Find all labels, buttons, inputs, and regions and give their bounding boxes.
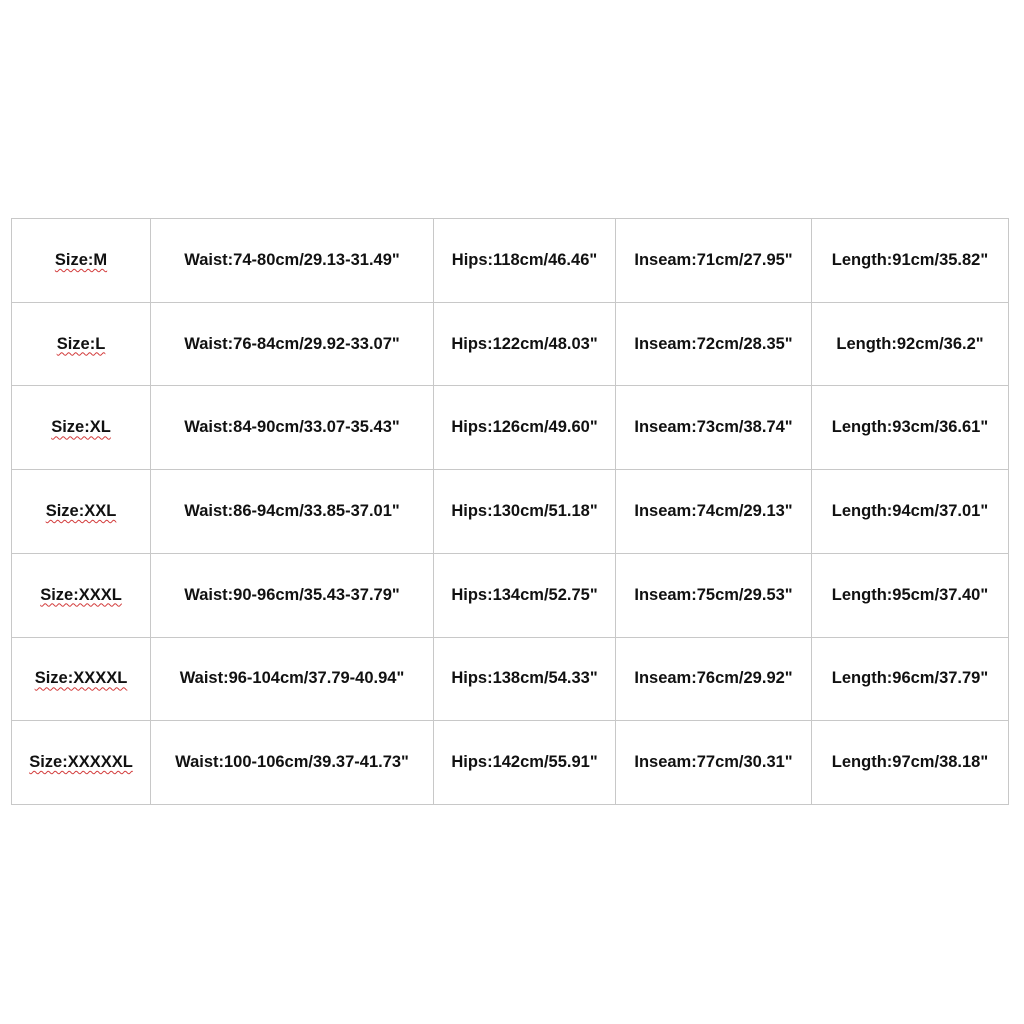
hips-cell: Hips:122cm/48.03" xyxy=(434,302,616,386)
table-row xyxy=(12,386,1009,470)
size-label: Size:XXXL xyxy=(40,585,122,604)
length-cell: Length:91cm/35.82" xyxy=(812,219,1009,303)
waist-cell: Waist:96-104cm/37.79-40.94" xyxy=(151,637,434,721)
length-cell: Length:97cm/38.18" xyxy=(812,721,1009,805)
waist-cell: Waist:84-90cm/33.07-35.43" xyxy=(151,386,434,470)
inseam-cell: Inseam:72cm/28.35" xyxy=(616,302,812,386)
length-cell: Length:95cm/37.40" xyxy=(812,553,1009,637)
inseam-cell: Inseam:77cm/30.31" xyxy=(616,721,812,805)
hips-cell: Hips:138cm/54.33" xyxy=(434,637,616,721)
table-row xyxy=(12,219,1009,303)
size-label: Size:L xyxy=(56,334,106,353)
hips-cell: Hips:134cm/52.75" xyxy=(434,553,616,637)
waist-cell: Waist:86-94cm/33.85-37.01" xyxy=(151,470,434,554)
size-cell xyxy=(12,721,151,805)
size-cell xyxy=(12,386,151,470)
waist-cell: Waist:90-96cm/35.43-37.79" xyxy=(151,553,434,637)
table-row xyxy=(12,721,1009,805)
size-label: Size:M xyxy=(54,250,108,269)
size-cell xyxy=(12,470,151,554)
inseam-cell: Inseam:74cm/29.13" xyxy=(616,470,812,554)
length-cell: Length:94cm/37.01" xyxy=(812,470,1009,554)
length-cell: Length:93cm/36.61" xyxy=(812,386,1009,470)
size-label: Size:XXXXL xyxy=(34,669,128,688)
hips-cell: Hips:118cm/46.46" xyxy=(434,219,616,303)
size-label: Size:XL xyxy=(51,418,111,437)
inseam-cell: Inseam:76cm/29.92" xyxy=(616,637,812,721)
table-row xyxy=(12,470,1009,554)
hips-cell: Hips:126cm/49.60" xyxy=(434,386,616,470)
waist-cell: Waist:76-84cm/29.92-33.07" xyxy=(151,302,434,386)
size-label: Size:XXL xyxy=(45,501,117,520)
size-chart-table xyxy=(11,218,1009,805)
inseam-cell: Inseam:73cm/38.74" xyxy=(616,386,812,470)
table-row xyxy=(12,302,1009,386)
waist-cell: Waist:100-106cm/39.37-41.73" xyxy=(151,721,434,805)
size-cell xyxy=(12,219,151,303)
hips-cell: Hips:130cm/51.18" xyxy=(434,470,616,554)
size-cell xyxy=(12,637,151,721)
size-label: Size:XXXXXL xyxy=(29,753,133,772)
size-cell xyxy=(12,553,151,637)
size-cell xyxy=(12,302,151,386)
table-row xyxy=(12,553,1009,637)
table-row xyxy=(12,637,1009,721)
length-cell: Length:92cm/36.2" xyxy=(812,302,1009,386)
length-cell: Length:96cm/37.79" xyxy=(812,637,1009,721)
inseam-cell: Inseam:71cm/27.95" xyxy=(616,219,812,303)
inseam-cell: Inseam:75cm/29.53" xyxy=(616,553,812,637)
waist-cell: Waist:74-80cm/29.13-31.49" xyxy=(151,219,434,303)
hips-cell: Hips:142cm/55.91" xyxy=(434,721,616,805)
